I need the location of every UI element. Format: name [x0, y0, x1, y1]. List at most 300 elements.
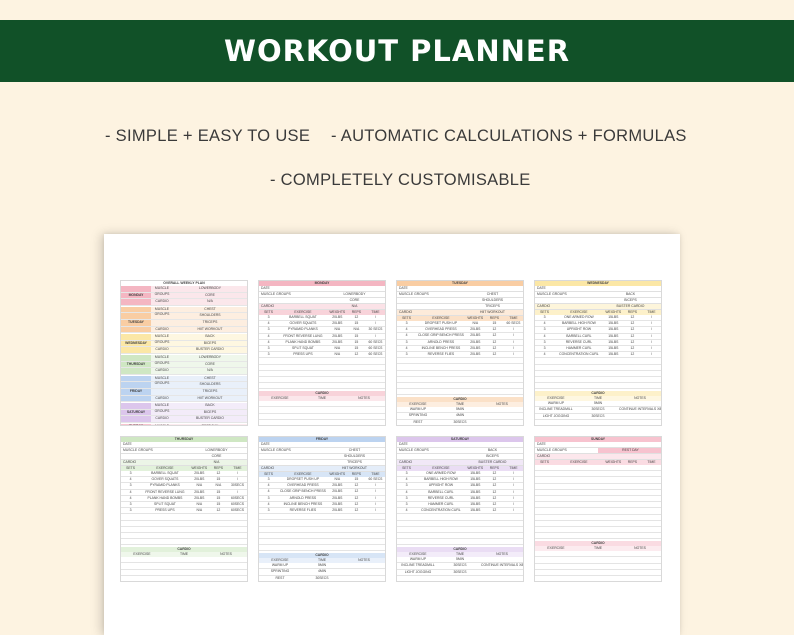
- overview-value: HIIT WORKOUT: [197, 326, 223, 331]
- exercise-cell: PYRAMID PLANKS: [150, 483, 180, 488]
- exercise-cell: /: [374, 495, 376, 500]
- exercise-cell: N/A: [196, 501, 203, 506]
- overview-key: CARDIO: [155, 395, 169, 400]
- overview-key: CARDIO: [155, 368, 169, 373]
- exercise-cell: 20LBS: [194, 477, 205, 482]
- exercise-cell: /: [374, 483, 376, 488]
- exercise-cell: 3: [129, 471, 132, 475]
- cardio-cell: [259, 420, 301, 425]
- empty-row: [535, 533, 661, 539]
- overview-row: [121, 410, 247, 417]
- overview-row: [121, 313, 247, 320]
- cardio-cell: WARM UP: [547, 401, 565, 406]
- cardio-cell: [535, 551, 577, 556]
- overview-value: TRICEPS: [202, 319, 218, 324]
- exercise-cell: 12: [492, 483, 497, 488]
- exercise-cell: BARBELL HIGH ROW: [562, 321, 596, 326]
- cardio-column-header: EXERCISE: [271, 558, 289, 563]
- muscle-group-label: MUSCLE GROUPS: [537, 292, 567, 296]
- cardio-cell: 4MIN: [317, 569, 327, 574]
- exercise-cell: 15LBS: [470, 471, 481, 475]
- exercise-cell: 4: [543, 333, 546, 338]
- exercise-cell: /: [374, 489, 376, 494]
- exercise-cell: 3: [267, 495, 270, 500]
- cardio-cell: [163, 563, 205, 568]
- exercise-cell: GOVER SQUATS: [151, 477, 179, 482]
- cardio-cell: [397, 576, 439, 581]
- cardio-cell: [163, 570, 205, 575]
- column-header: TIME: [647, 310, 656, 314]
- exercise-cell: 15: [216, 477, 221, 482]
- exercise-cell: 3: [267, 345, 270, 350]
- exercise-cell: 12: [492, 495, 497, 500]
- cardio-column-header: TIME: [317, 396, 327, 401]
- cardio-column-header: NOTES: [358, 396, 370, 401]
- exercise-cell: /: [650, 352, 652, 357]
- overview-day-block: [121, 355, 247, 375]
- exercise-cell: HAMMER CURL: [428, 501, 454, 506]
- exercise-cell: 20LBS: [194, 489, 205, 494]
- exercise-cell: 15LBS: [608, 345, 619, 350]
- overview-key: CARDIO: [155, 347, 169, 352]
- exercise-cell: 3: [405, 351, 408, 356]
- column-header: WEIGHTS: [329, 472, 346, 476]
- exercise-cell: REVERSE FLIES: [289, 507, 317, 512]
- exercise-cell: ONE ARMED ROW: [564, 315, 594, 319]
- cardio-empty-row: [535, 576, 661, 582]
- exercise-cell: CLOSE GRIP BENCH PRESS: [417, 333, 464, 338]
- overview-day-block: [121, 424, 247, 426]
- cardio-cell: [535, 420, 577, 425]
- exercise-cell: 3: [543, 315, 546, 319]
- exercise-cell: 30 SECS: [368, 327, 383, 332]
- cardio-cell: [535, 564, 577, 569]
- exercise-cell: 20LBS: [470, 327, 481, 332]
- muscle-group-value: SHOULDERS: [481, 298, 504, 302]
- exercise-cell: OVERHEAD PRESS: [287, 483, 319, 488]
- overview-day-label: MONDAY: [121, 293, 151, 299]
- overview-row: [121, 347, 247, 354]
- exercise-cell: 4: [405, 489, 408, 494]
- exercise-cell: 12: [630, 333, 635, 338]
- cardio-cell: [343, 414, 385, 419]
- cardio-cell: [481, 420, 523, 425]
- exercise-cell: 20LBS: [194, 471, 205, 475]
- empty-row: [535, 383, 661, 389]
- muscle-group-label: [535, 298, 598, 303]
- day-title: SATURDAY: [397, 437, 523, 442]
- exercise-cell: 4: [405, 477, 408, 482]
- cardio-cell: [121, 576, 163, 581]
- muscle-group-value: CORE: [349, 298, 360, 302]
- overview-day-label: [121, 286, 151, 292]
- column-header: SETS: [402, 316, 411, 320]
- exercise-cell: N/A: [334, 352, 341, 357]
- cardio-cell: SPRINTING: [270, 569, 290, 574]
- exercise-cell: 15: [354, 477, 359, 481]
- exercise-cell: /: [512, 471, 514, 475]
- cardio-cell: [205, 557, 247, 562]
- exercise-cell: 4: [129, 489, 132, 494]
- column-header: EXERCISE: [432, 316, 450, 320]
- cardio-column-header: EXERCISE: [271, 396, 289, 401]
- muscle-group-value: BACK: [625, 292, 636, 296]
- cardio-column-header: NOTES: [358, 558, 370, 563]
- day-title: WEDNESDAY: [535, 281, 661, 286]
- exercise-cell: 20LBS: [470, 351, 481, 356]
- cardio-section-title: CARDIO: [397, 397, 523, 402]
- exercise-cell: 60 SECS: [368, 345, 383, 350]
- overview-day-label: [121, 368, 151, 374]
- exercise-cell: PRESS UPS: [155, 508, 175, 513]
- exercise-cell: 4: [267, 483, 270, 488]
- exercise-cell: 15: [354, 339, 359, 344]
- exercise-cell: 20LBS: [332, 507, 343, 512]
- cardio-value: BUSTER CARDIO: [616, 304, 645, 308]
- exercise-cell: /: [374, 507, 376, 512]
- cardio-cell: [301, 414, 343, 419]
- overview-value: LOWERBODY: [198, 354, 222, 359]
- cardio-cell: [619, 551, 661, 556]
- exercise-cell: 20LBS: [332, 483, 343, 488]
- day-title: SUNDAY: [535, 437, 661, 442]
- overview-key: [151, 382, 173, 388]
- cardio-column-header: EXERCISE: [547, 396, 565, 401]
- column-header: REPS: [213, 466, 223, 470]
- overview-day-block: [121, 334, 247, 354]
- exercise-cell: 12: [630, 327, 635, 332]
- cardio-cell: [619, 576, 661, 581]
- cardio-cell: [577, 576, 619, 581]
- exercise-cell: PLANK HAND BOMBS: [147, 495, 183, 500]
- exercise-cell: DROPSET PUSH UP: [286, 477, 320, 481]
- empty-row: [121, 539, 247, 545]
- column-header: SETS: [402, 466, 411, 470]
- exercise-cell: /: [236, 471, 238, 475]
- overview-value: BICEPS: [203, 409, 217, 414]
- empty-row: [397, 389, 523, 395]
- exercise-cell: 12: [492, 489, 497, 494]
- exercise-cell: INCLINE BENCH PRESS: [283, 501, 323, 506]
- exercise-cell: 3: [405, 483, 408, 488]
- exercise-cell: REVERSE CURL: [427, 495, 455, 500]
- column-header: WEIGHTS: [329, 310, 346, 314]
- exercise-cell: 15LBS: [470, 483, 481, 488]
- cardio-column-header: TIME: [455, 402, 465, 407]
- cardio-value: [598, 454, 661, 459]
- cardio-cell: [481, 413, 523, 418]
- overview-row: [121, 327, 247, 334]
- column-header: EXERCISE: [294, 472, 312, 476]
- exercise-cell: 15LBS: [470, 508, 481, 513]
- exercise-cell: 20LBS: [332, 321, 343, 326]
- cardio-cell: SPRINTING: [408, 413, 428, 418]
- exercise-cell: /: [512, 508, 514, 513]
- cardio-cell: 4MIN: [455, 413, 465, 418]
- overview-day-label: THURSDAY: [121, 362, 151, 368]
- exercise-cell: 12: [354, 352, 359, 357]
- exercise-cell: 20LBS: [332, 495, 343, 500]
- cardio-cell: 30SECS: [453, 569, 467, 574]
- exercise-cell: REVERSE FLIES: [427, 351, 455, 356]
- exercise-cell: OVERHEAD PRESS: [425, 327, 457, 332]
- exercise-cell: 20LBS: [332, 489, 343, 494]
- column-header: SETS: [126, 466, 135, 470]
- exercise-cell: /: [512, 351, 514, 356]
- cardio-cell: [535, 557, 577, 562]
- muscle-group-value: BICEPS: [624, 298, 637, 302]
- overview-key: MUSCLE GROUPS: [154, 334, 170, 344]
- overview-day-label: [121, 376, 151, 382]
- exercise-cell: N/A: [472, 321, 479, 325]
- exercise-cell: /: [650, 339, 652, 344]
- cardio-cell: [205, 570, 247, 575]
- exercise-cell: 3: [267, 315, 270, 319]
- cardio-cell: [343, 569, 385, 574]
- exercise-cell: BARBELL SQUAT: [151, 471, 179, 475]
- exercise-cell: 4: [543, 352, 546, 357]
- cardio-cell: [121, 570, 163, 575]
- day-title: THURSDAY: [121, 437, 247, 442]
- column-header: TIME: [371, 310, 380, 314]
- exercise-cell: /: [512, 501, 514, 506]
- cardio-cell: 5MIN: [455, 557, 465, 562]
- cardio-label: CARDIO: [123, 460, 137, 464]
- cardio-cell: [343, 576, 385, 581]
- overview-day-block: [121, 376, 247, 402]
- cardio-cell: 30SECS: [453, 563, 467, 568]
- cardio-cell: [121, 563, 163, 568]
- overview-row: [121, 341, 247, 348]
- cardio-section-title: CARDIO: [121, 547, 247, 552]
- cardio-cell: 30SECS: [591, 413, 605, 418]
- exercise-cell: 3: [405, 495, 408, 500]
- cardio-value: BUSTER CARDIO: [478, 460, 507, 464]
- cardio-cell: LIGHT JOGGING: [542, 413, 570, 418]
- exercise-cell: 3: [267, 477, 270, 481]
- exercise-cell: 20LBS: [332, 339, 343, 344]
- cardio-column-header: EXERCISE: [409, 552, 427, 557]
- muscle-group-value: TRICEPS: [347, 460, 362, 464]
- cardio-value: HIIT WORKOUT: [480, 310, 505, 314]
- exercise-cell: 4: [129, 495, 132, 500]
- exercise-cell: N/A: [196, 508, 203, 513]
- column-header: REPS: [351, 310, 361, 314]
- exercise-cell: CLOSE GRIP BENCH PRESS: [279, 489, 326, 494]
- feature-calculations: - AUTOMATIC CALCULATIONS + FORMULAS: [331, 127, 687, 145]
- cardio-cell: 5MIN: [593, 401, 603, 406]
- cardio-column-header: EXERCISE: [409, 402, 427, 407]
- day-sheet-friday: [258, 436, 386, 582]
- column-header: EXERCISE: [156, 466, 174, 470]
- cardio-column-header: TIME: [317, 558, 327, 563]
- muscle-group-value: CHEST: [348, 448, 361, 452]
- column-header: TIME: [233, 466, 242, 470]
- column-header: TIME: [371, 472, 380, 476]
- exercise-cell: 20LBS: [332, 315, 343, 319]
- exercise-cell: HAMMER CURL: [566, 345, 592, 350]
- exercise-cell: /: [650, 321, 652, 326]
- empty-row: [259, 383, 385, 389]
- muscle-group-label: [397, 304, 460, 309]
- exercise-cell: /: [650, 327, 652, 332]
- exercise-cell: FRONT REVERSE LUNG: [283, 333, 323, 338]
- cardio-cell: [301, 401, 343, 406]
- exercise-cell: 4: [267, 489, 270, 494]
- overview-row: [121, 368, 247, 375]
- exercise-cell: 3: [405, 501, 408, 506]
- date-label: DATE: [261, 442, 270, 446]
- exercise-cell: /: [512, 327, 514, 332]
- exercise-cell: 3: [405, 471, 408, 475]
- column-header: REPS: [627, 460, 637, 464]
- date-label: DATE: [261, 286, 270, 290]
- cardio-cell: CONTINUE INTERVALS X8: [619, 407, 661, 412]
- day-sheet-tuesday: [396, 280, 524, 426]
- cardio-cell: [343, 407, 385, 412]
- overview-row: [121, 293, 247, 300]
- exercise-cell: 12: [354, 501, 359, 506]
- cardio-column-header: NOTES: [496, 552, 508, 557]
- column-header: WEIGHTS: [467, 316, 484, 320]
- column-header: EXERCISE: [294, 310, 312, 314]
- date-label: DATE: [399, 286, 408, 290]
- exercise-cell: 3: [129, 508, 132, 513]
- cardio-label: CARDIO: [261, 466, 275, 470]
- exercise-cell: SPLIT SQUAT: [154, 501, 176, 506]
- exercise-cell: 15: [492, 321, 497, 325]
- exercise-cell: 15: [216, 501, 221, 506]
- cardio-cell: [205, 563, 247, 568]
- exercise-cell: 4: [543, 321, 546, 326]
- overview-key: CARDIO: [155, 326, 169, 331]
- exercise-cell: CONCENTRATION CURL: [559, 352, 599, 357]
- exercise-table-header: [535, 460, 661, 465]
- exercise-cell: 15LBS: [470, 501, 481, 506]
- exercise-cell: 15LBS: [470, 477, 481, 482]
- exercise-cell: 3: [267, 507, 270, 512]
- overview-value: LOWERBODY: [198, 286, 222, 290]
- cardio-label: CARDIO: [261, 304, 275, 308]
- column-header: TIME: [509, 466, 518, 470]
- exercise-cell: /: [512, 489, 514, 494]
- exercise-cell: 4: [405, 345, 408, 350]
- muscle-group-label: MUSCLE GROUPS: [261, 448, 291, 452]
- overview-value: BUSTER CARDIO: [196, 416, 224, 421]
- exercise-cell: 15LBS: [608, 352, 619, 357]
- feature-simple: - SIMPLE + EASY TO USE: [105, 127, 311, 145]
- column-header: SETS: [264, 472, 273, 476]
- exercise-cell: REVERSE CURL: [565, 339, 593, 344]
- cardio-cell: 5MIN: [455, 407, 465, 412]
- overview-key: MUSCLE GROUPS: [154, 403, 170, 413]
- exercise-cell: 12: [630, 315, 635, 319]
- exercise-cell: 15LBS: [470, 495, 481, 500]
- exercise-cell: 3: [267, 327, 270, 332]
- exercise-cell: /: [650, 315, 652, 319]
- overview-day-label: FRIDAY: [121, 389, 151, 395]
- cardio-column-header: NOTES: [634, 396, 646, 401]
- exercise-cell: BARBELL CURL: [428, 489, 454, 494]
- exercise-cell: 20LBS: [332, 501, 343, 506]
- exercise-cell: 3: [543, 327, 546, 332]
- exercise-cell: PRESS UPS: [293, 352, 313, 357]
- day-title: FRIDAY: [259, 437, 385, 442]
- day-title: TUESDAY: [397, 281, 523, 286]
- exercise-cell: 60 SECS: [368, 477, 383, 481]
- cardio-cell: [343, 401, 385, 406]
- exercise-cell: 12: [630, 321, 635, 326]
- column-header: REPS: [627, 310, 637, 314]
- muscle-group-label: MUSCLE GROUPS: [123, 448, 153, 452]
- overview-row: [121, 389, 247, 396]
- cardio-cell: [259, 407, 301, 412]
- cardio-section-title: CARDIO: [535, 541, 661, 546]
- exercise-cell: 12: [492, 345, 497, 350]
- exercise-cell: 20LBS: [194, 495, 205, 500]
- cardio-column-header: EXERCISE: [133, 552, 151, 557]
- cardio-cell: 30SECS: [315, 575, 329, 580]
- exercise-cell: 15: [216, 489, 221, 494]
- column-header: REPS: [489, 466, 499, 470]
- exercise-cell: 15: [216, 495, 221, 500]
- muscle-group-value: BACK: [487, 448, 498, 452]
- muscle-group-label: [259, 460, 322, 465]
- exercise-cell: GOVER SQUATS: [289, 321, 317, 326]
- exercise-cell: /: [650, 345, 652, 350]
- cardio-cell: 30SECS: [453, 419, 467, 424]
- overview-row: [121, 382, 247, 389]
- overview-day-label: SATURDAY: [121, 410, 151, 416]
- cardio-column-header: TIME: [593, 546, 603, 551]
- exercise-cell: UPRIGHT ROW: [428, 483, 454, 488]
- overview-row: [121, 424, 247, 426]
- cardio-column-header: TIME: [179, 552, 189, 557]
- cardio-cell: [619, 420, 661, 425]
- exercise-cell: 15LBS: [470, 489, 481, 494]
- muscle-group-label: MUSCLE GROUPS: [399, 448, 429, 452]
- exercise-cell: 12: [492, 327, 497, 332]
- cardio-cell: [301, 407, 343, 412]
- overview-day-label: SUNDAY: [121, 424, 151, 426]
- overview-key: [151, 320, 173, 326]
- exercise-cell: 4: [267, 333, 270, 338]
- date-label: DATE: [399, 442, 408, 446]
- overview-value: BUSTER CARDIO: [196, 347, 224, 352]
- overview-value: N/A: [207, 299, 213, 304]
- cardio-column-header: NOTES: [496, 402, 508, 407]
- exercise-cell: 3: [543, 345, 546, 350]
- exercise-cell: ARNOLD PRESS: [427, 339, 455, 344]
- exercise-cell: 12: [492, 339, 497, 344]
- exercise-cell: 20LBS: [470, 345, 481, 350]
- exercise-cell: N/A: [334, 327, 341, 332]
- cardio-label: CARDIO: [537, 304, 551, 308]
- overview-key: [151, 389, 173, 395]
- overview-day-label: [121, 307, 151, 313]
- exercise-cell: 15LBS: [608, 327, 619, 332]
- cardio-section-title: CARDIO: [397, 547, 523, 552]
- exercise-cell: /: [374, 333, 376, 338]
- column-header: SETS: [540, 460, 549, 464]
- muscle-group-value: LOWERBODY: [205, 448, 228, 452]
- overview-key: MUSCLE GROUPS: [154, 375, 170, 386]
- cardio-cell: [577, 557, 619, 562]
- cardio-cell: [481, 570, 523, 575]
- exercise-cell: 12: [354, 483, 359, 488]
- cardio-cell: 5MIN: [317, 563, 327, 568]
- exercise-cell: CONCENTRATION CURL: [421, 508, 461, 513]
